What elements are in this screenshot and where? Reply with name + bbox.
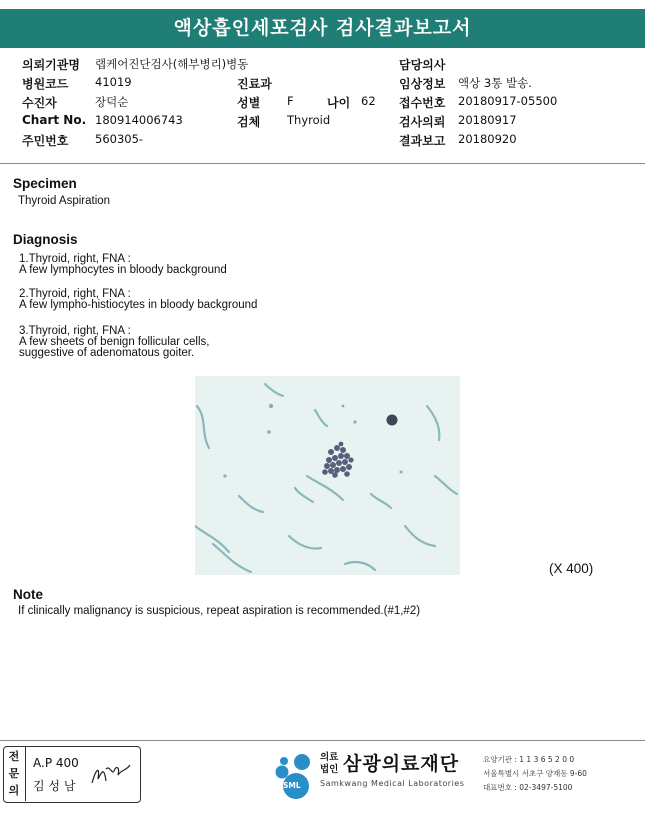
diagnosis-line: suggestive of adenomatous goiter. <box>19 347 195 359</box>
note-text: If clinically malignancy is suspicious, repeat aspiration is recommended.(#1,#2) <box>18 605 421 617</box>
age-label: 나이 <box>327 96 351 110</box>
specimen-heading: Specimen <box>13 176 77 191</box>
ap-number: A.P 400 <box>33 756 79 770</box>
diagnosis-line: 3.Thyroid, right, FNA : <box>19 325 131 337</box>
doctor-signature-icon <box>90 761 132 787</box>
org-name-en: Samkwang Medical Laboratories <box>320 779 465 788</box>
org-prefix-line1: 의료 <box>320 752 339 763</box>
diagnosis-item <box>19 289 257 311</box>
org-name: 삼광의료재단 <box>343 753 460 775</box>
sml-logo-text: SML <box>283 781 301 790</box>
specimen-label: 검체 <box>237 115 261 129</box>
header-divider <box>0 163 645 164</box>
request-date-label: 검사의뢰 <box>399 115 446 129</box>
org-info-line: 서울특별시 서초구 양재동 9-60 <box>483 769 587 778</box>
clinical-info-value: 액상 3통 발송. <box>458 76 532 90</box>
sml-logo-icon <box>270 750 320 800</box>
diagnosis-item <box>19 254 227 276</box>
resident-no-label: 주민번호 <box>22 134 69 148</box>
resident-no-value: 560305- <box>95 132 144 146</box>
magnification-label: (X 400) <box>549 561 594 576</box>
chart-no-value: 180914006743 <box>95 113 183 127</box>
department-label: 진료과 <box>237 77 272 91</box>
accession-value: 20180917-05500 <box>458 94 558 108</box>
microscopy-image <box>195 376 460 575</box>
chart-no-label: Chart No. <box>22 113 87 127</box>
specimen-value: Thyroid <box>287 113 331 127</box>
patient-value: 장덕순 <box>95 95 129 109</box>
diagnosis-heading: Diagnosis <box>13 232 78 247</box>
hospital-code-label: 병원코드 <box>22 77 69 91</box>
sex-label: 성별 <box>237 96 261 110</box>
report-date-value: 20180920 <box>458 132 517 146</box>
hospital-code-value: 41019 <box>95 75 132 89</box>
specialist-label: 전문의 <box>8 750 20 797</box>
diagnosis-line: A few lympho-histiocytes in bloody background <box>19 299 258 311</box>
diagnosis-line: 2.Thyroid, right, FNA : <box>19 288 131 300</box>
org-prefix-line2: 법인 <box>320 764 339 775</box>
doctor-name: 김 성 남 <box>33 779 76 793</box>
diagnosis-line: 1.Thyroid, right, FNA : <box>19 253 131 265</box>
hospital-label: 의뢰기관명 <box>22 58 80 72</box>
cytology-slide-graphic <box>195 376 460 575</box>
accession-label: 접수번호 <box>399 96 446 110</box>
sex-value: F <box>287 94 294 108</box>
request-date-value: 20180917 <box>458 113 517 127</box>
specimen-text: Thyroid Aspiration <box>18 195 111 207</box>
diagnosis-item <box>19 326 210 359</box>
report-title: 액상흡인세포검사 검사결과보고서 <box>0 9 645 48</box>
patient-label: 수진자 <box>22 96 57 110</box>
clinical-info-label: 임상정보 <box>399 77 446 91</box>
physician-label: 담당의사 <box>399 58 446 72</box>
org-info-line: 요양기관 : 1 1 3 6 5 2 0 0 <box>483 755 575 764</box>
diagnosis-line: A few sheets of benign follicular cells, <box>19 336 210 348</box>
org-prefix <box>320 752 338 776</box>
note-heading: Note <box>13 587 43 602</box>
hospital-value: 랩케어진단검사(해부병리)병동 <box>95 57 249 71</box>
footer-divider <box>0 740 645 741</box>
report-date-label: 결과보고 <box>399 134 446 148</box>
top-margin <box>0 0 645 9</box>
diagnosis-line: A few lymphocytes in bloody background <box>19 264 227 276</box>
org-info <box>483 753 587 795</box>
age-value: 62 <box>361 94 376 108</box>
org-info-line: 대표번호 : 02-3497-5100 <box>483 783 573 792</box>
